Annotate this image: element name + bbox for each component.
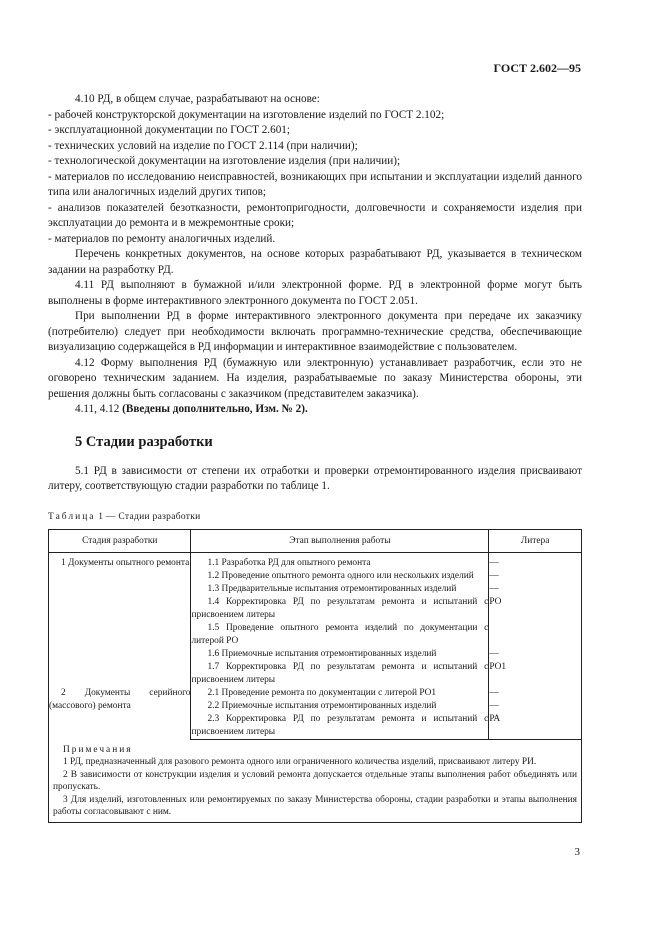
clause-4-10-item: - технических условий на изделие по ГОСТ 2.114 (при наличии); (48, 139, 358, 152)
stage-cell: 2 Документы серийного (массового) ремонта (49, 687, 191, 740)
clause-5-1-paragraph: 5.1 РД в зависимости от степени их отработки и проверки отремонтированного изделия присваивают литеру, соответствующую стадии разработки по таблице 1. (48, 464, 582, 492)
litera-cell: — (489, 583, 582, 596)
clause-4-10-item: - материалов по ремонту аналогичных изделий. (48, 232, 276, 245)
step-cell: 1.5 Проведение опытного ремонта изделий по документации с литерой РО (191, 623, 489, 646)
litera-cell: — (489, 687, 582, 700)
table-notes (48, 740, 582, 823)
page-number: 3 (574, 846, 580, 858)
clause-4-10-item: - эксплуатационной документации по ГОСТ 2.601; (48, 124, 290, 136)
litera-cell: РА (489, 713, 582, 740)
stage-cell: 1 Документы опытного ремонта (49, 557, 191, 687)
clause-4-12-paragraph: 4.12 Форму выполнения РД (бумажную или электронную) устанавливает разработчик, если это не оговорено техническим заданием. На изделия, разрабатываемые по заказу Министерства обороны, эти решения должны быть согласованы с заказчиком (представителем заказчика). (48, 356, 582, 400)
litera-cell: — (489, 570, 582, 583)
notes-heading: Примечания (63, 745, 133, 755)
amendment-reference: 4.11, 4.12 (75, 403, 123, 415)
note-item: 2 В зависимости от конструкции изделия и условий ремонта допускается отдельные этапы выполнения работ объединять или пропускать. (53, 769, 577, 793)
step-cell: 2.1 Проведение ремонта по документации с литерой РО1 (191, 687, 489, 700)
step-cell: 1.4 Корректировка РД по результатам ремонта и испытаний с присвоением литеры (191, 597, 489, 620)
table-row (49, 557, 582, 570)
document-code-header: ГОСТ 2.602—95 (493, 61, 581, 75)
clause-4-11-paragraph: 4.11 РД выполняют в бумажной и/или электронной форме. РД в электронной форме могут быть выполнены в форме интерактивного электронного документа по ГОСТ 2.051. (48, 279, 582, 307)
note-item: 1 РД, предназначенный для разового ремонта одного или ограниченного количества изделий, присваивают литеру РИ. (63, 757, 537, 768)
step-cell: 2.3 Корректировка РД по результатам ремонта и испытаний с присвоением литеры (191, 713, 489, 740)
header-stage: Стадия разработки (49, 530, 191, 553)
amendment-text: (Введены дополнительно, Изм. № 2). (122, 403, 308, 415)
clause-4-10-intro: 4.10 РД, в общем случае, разрабатывают на основе: (75, 93, 320, 105)
litera-cell: — (489, 648, 582, 661)
litera-cell (489, 622, 582, 648)
clause-4-10-note: Перечень конкретных документов, на основе которых разрабатывают РД, указывается в техническом задании на разработку РД. (48, 248, 582, 276)
document-body (48, 92, 582, 823)
table-header-row (49, 530, 582, 553)
header-step: Этап выполнения работы (191, 530, 489, 553)
clause-4-10-item: - анализов показателей безотказности, ремонтопригодности, долговечности и сохраняемости изделия при эксплуатации до ремонта и в межремонтные сроки; (48, 201, 582, 229)
step-cell: 1.2 Проведение опытного ремонта одного или нескольких изделий (191, 570, 489, 583)
stages-table (48, 529, 582, 740)
step-cell: 2.2 Приемочные испытания отремонтированных изделий (191, 700, 489, 713)
header-litera: Литера (489, 530, 582, 553)
step-cell: 1.6 Приемочные испытания отремонтированных изделий (191, 648, 489, 661)
amendment-note (48, 402, 582, 418)
step-cell: 1.1 Разработка РД для опытного ремонта (191, 557, 489, 570)
step-cell: 1.7 Корректировка РД по результатам ремонта и испытаний с присвоением литеры (191, 662, 489, 685)
note-item: 3 Для изделий, изготовленных или ремонтируемых по заказу Министерства обороны, стадии разработки и этапы выполнения работы согласовывают с ним. (53, 794, 577, 818)
clause-4-11-paragraph: При выполнении РД в форме интерактивного электронного документа при передаче их заказчику (потребителю) следует при необходимости включать программно-технические средства, обеспечивающие визуализацию содержащейся в РД информации и интерактивное взаимодействие с пользователем. (48, 310, 582, 353)
litera-cell: — (489, 557, 582, 570)
table-caption-title: 1 — Стадии разработки (95, 511, 201, 522)
table-caption-word: Таблица (48, 511, 96, 522)
litera-cell: — (489, 700, 582, 713)
clause-4-10-item: - материалов по исследованию неисправностей, возникающих при испытании и эксплуатации изделий данного типа или аналогичных изделий других типов; (48, 170, 582, 198)
litera-cell: РО1 (489, 661, 582, 687)
clause-4-10-item: - технологической документации на изготовление изделия (при наличии); (48, 155, 401, 167)
table-row (49, 687, 582, 700)
step-cell: 1.3 Предварительные испытания отремонтированных изделий (191, 583, 489, 596)
clause-4-10-item: - рабочей конструкторской документации на изготовление изделий по ГОСТ 2.102; (48, 108, 445, 121)
section-5-title: 5 Стадии разработки (75, 433, 213, 450)
table-caption (48, 510, 582, 526)
litera-cell: РО (489, 596, 582, 622)
